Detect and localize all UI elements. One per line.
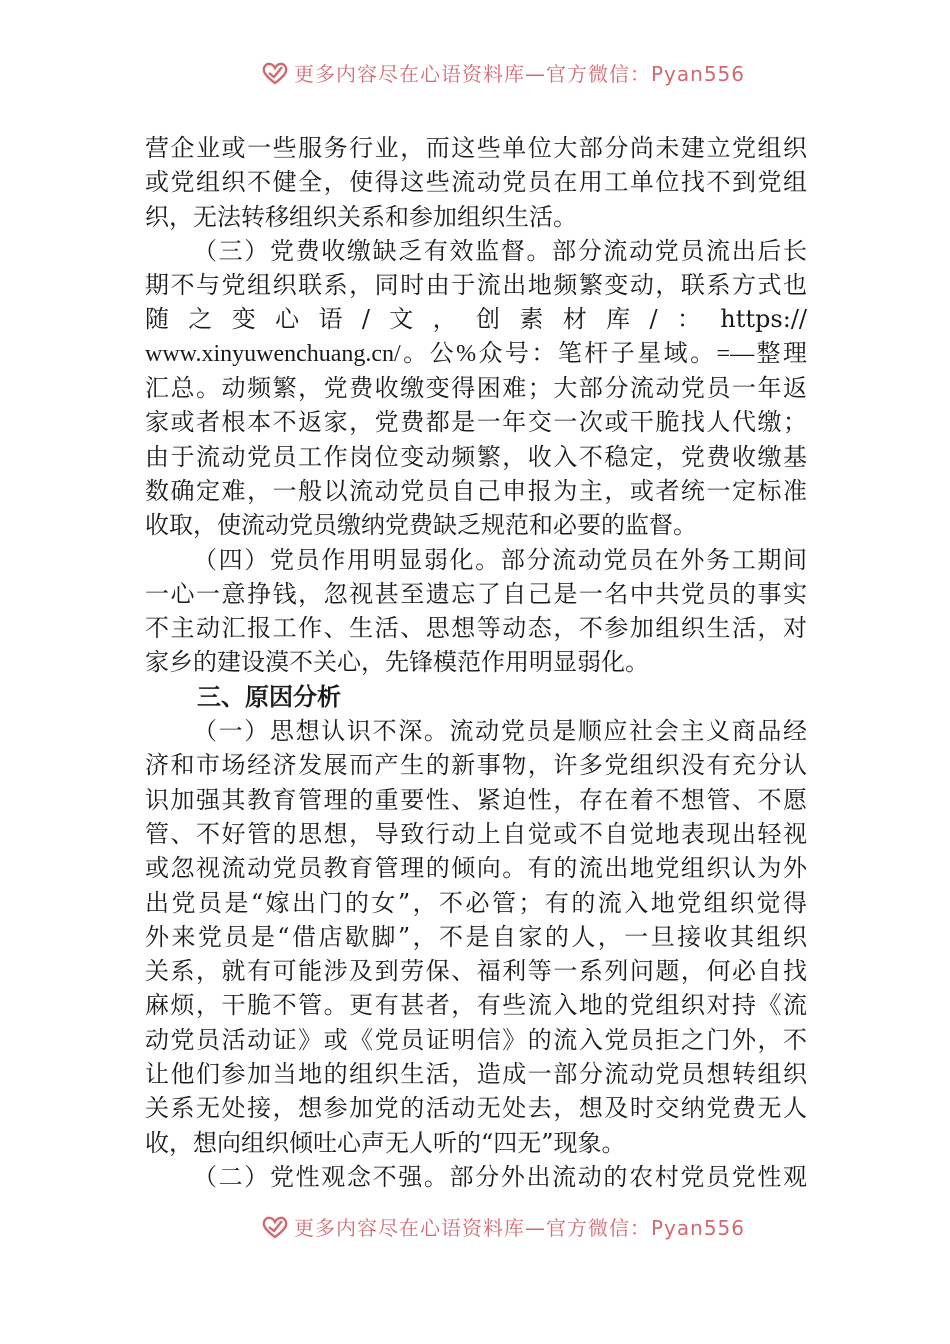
text-line: www.xinyuwenchuang.cn/。公%众号：笔杆子星域。=—整理	[145, 340, 807, 367]
text-line: 收取，使流动党员缴纳党费缺乏规范和必要的监督。	[145, 511, 697, 540]
section-heading: 三、原因分析	[197, 682, 341, 711]
header-watermark	[0, 46, 950, 86]
text-line: 关系，就有可能涉及到劳保、福利等一系列问题，何必自找	[145, 957, 807, 986]
heart-logo-icon	[260, 1215, 290, 1239]
text-line: 让他们参加当地的组织生活，造成一部分流动党员想转组织	[145, 1060, 807, 1089]
text-line: 随之变心语/文，创素材库/：https://	[145, 305, 807, 334]
text-line: 或忽视流动党员教育管理的倾向。有的流出地党组织认为外	[145, 854, 807, 883]
text-line: 济和市场经济发展而产生的新事物，许多党组织没有充分认	[145, 751, 807, 780]
heart-logo-icon	[260, 61, 290, 85]
text-line: 由于流动党员工作岗位变动频繁，收入不稳定，党费收缴基	[145, 442, 807, 471]
text-line: 关系无处接，想参加党的活动无处去，想及时交纳党费无人	[145, 1094, 807, 1123]
text-line: 家乡的建设漠不关心，先锋模范作用明显弱化。	[145, 648, 649, 677]
text-line: 或党组织不健全，使得这些流动党员在用工单位找不到党组	[145, 168, 807, 197]
footer-watermark	[0, 1200, 950, 1240]
text-line: 汇总。动频繁，党费收缴变得困难；大部分流动党员一年返	[145, 374, 807, 403]
text-line: 织，无法转移组织关系和参加组织生活。	[145, 202, 577, 231]
watermark-text: 更多内容尽在心语资料库—官方微信：Pyan556	[294, 62, 746, 86]
text-line: 识加强其教育管理的重要性、紧迫性，存在着不想管、不愿	[145, 785, 807, 814]
watermark-text: 更多内容尽在心语资料库—官方微信：Pyan556	[294, 1216, 746, 1240]
text-line: 外来党员是“借店歇脚”，不是自家的人，一旦接收其组织	[145, 922, 807, 951]
text-line: 出党员是“嫁出门的女”，不必管；有的流入地党组织觉得	[145, 888, 807, 917]
text-line: （四）党员作用明显弱化。部分流动党员在外务工期间	[193, 545, 807, 574]
text-line: 动党员活动证》或《党员证明信》的流入党员拒之门外，不	[145, 1025, 807, 1054]
text-line: 家或者根本不返家，党费都是一年交一次或干脆找人代缴；	[145, 408, 807, 437]
text-line: （一）思想认识不深。流动党员是顺应社会主义商品经	[193, 717, 807, 746]
text-line: 期不与党组织联系，同时由于流出地频繁变动，联系方式也	[145, 271, 807, 300]
text-line: （二）党性观念不强。部分外出流动的农村党员党性观	[193, 1162, 807, 1191]
text-line: 营企业或一些服务行业，而这些单位大部分尚未建立党组织	[145, 134, 807, 162]
text-line: 数确定难，一般以流动党员自己申报为主，或者统一定标准	[145, 476, 807, 505]
text-line: 一心一意挣钱，忽视甚至遗忘了自己是一名中共党员的事实	[145, 579, 807, 608]
text-line: 麻烦，干脆不管。更有甚者，有些流入地的党组织对持《流	[145, 991, 807, 1020]
text-line: 管、不好管的思想，导致行动上自觉或不自觉地表现出轻视	[145, 819, 807, 848]
document-body	[145, 131, 807, 1194]
text-line: 收，想向组织倾吐心声无人听的“四无”现象。	[145, 1128, 626, 1157]
text-line: 不主动汇报工作、生活、思想等动态，不参加组织生活，对	[145, 614, 807, 643]
text-line: （三）党费收缴缺乏有效监督。部分流动党员流出后长	[193, 236, 807, 265]
